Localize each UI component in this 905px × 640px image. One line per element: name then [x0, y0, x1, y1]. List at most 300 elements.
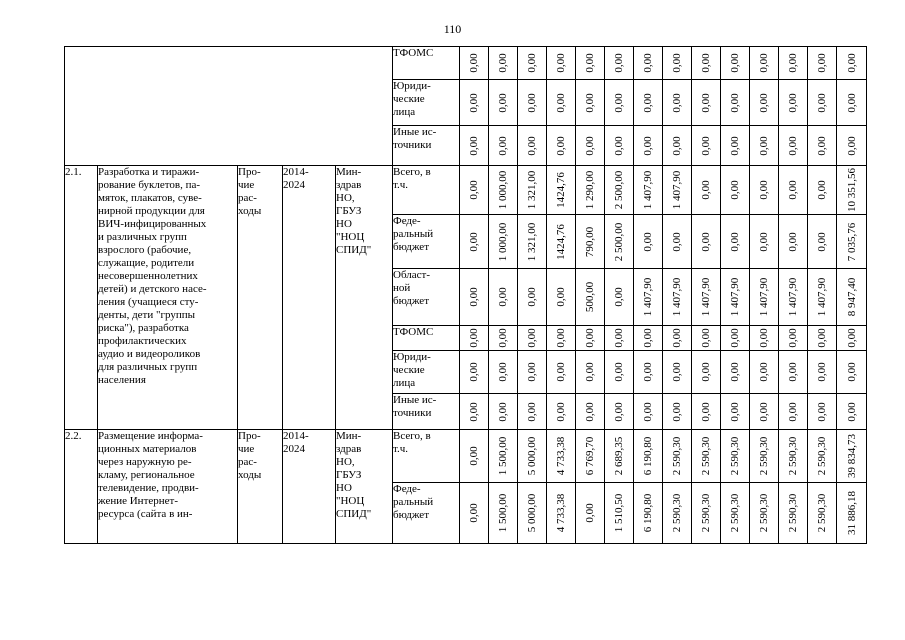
amount-value: 0,00: [468, 503, 480, 523]
amount-cell: [518, 126, 547, 166]
amount-value: 2 689,35: [613, 436, 625, 476]
amount-cell: [634, 215, 663, 269]
amount-value: 0,00: [468, 446, 480, 466]
budget-table: [64, 46, 867, 544]
amount-value: 0,00: [729, 53, 741, 73]
amount-cell: [721, 126, 750, 166]
amount-cell: [808, 80, 837, 126]
amount-value: 0,00: [758, 180, 770, 200]
table-row: [65, 47, 867, 80]
funding-source: Юриди- ческие лица: [393, 351, 460, 394]
amount-value: 2 590,30: [816, 436, 828, 476]
amount-cell: [779, 47, 808, 80]
amount-value: 0,00: [816, 135, 828, 156]
funding-source: Всего, в т.ч.: [393, 430, 460, 483]
funding-source: ТФОМС: [393, 47, 460, 80]
amount-cell: [779, 126, 808, 166]
amount-value: 0,00: [555, 328, 567, 348]
expense-type: Про- чие рас- ходы: [238, 166, 283, 430]
amount-cell: [692, 269, 721, 326]
amount-value: 2 590,30: [700, 493, 712, 533]
amount-cell: [721, 269, 750, 326]
amount-value: 0,00: [555, 53, 567, 73]
amount-value: 0,00: [787, 401, 799, 422]
amount-value: 0,00: [758, 362, 770, 382]
amount-cell: [837, 326, 867, 351]
amount-cell: [750, 351, 779, 394]
amount-value: 2 590,30: [671, 493, 683, 533]
amount-cell: [634, 483, 663, 544]
amount-cell: [460, 326, 489, 351]
amount-cell: [605, 483, 634, 544]
amount-cell: [837, 394, 867, 430]
amount-value: 0,00: [468, 135, 480, 156]
amount-cell: [605, 269, 634, 326]
table-row: [65, 430, 867, 483]
amount-cell: [547, 47, 576, 80]
amount-value: 0,00: [555, 287, 567, 307]
amount-value: 1 407,90: [700, 277, 712, 317]
amount-value: 0,00: [758, 328, 770, 348]
amount-cell: [489, 351, 518, 394]
amount-value: 0,00: [555, 401, 567, 422]
amount-value: 0,00: [729, 362, 741, 382]
amount-value: 5 000,00: [526, 436, 538, 476]
amount-value: 1 407,90: [642, 170, 654, 210]
amount-cell: [837, 166, 867, 215]
amount-cell: [489, 326, 518, 351]
amount-cell: [460, 430, 489, 483]
funding-source: Феде- ральный бюджет: [393, 215, 460, 269]
amount-cell: [750, 166, 779, 215]
amount-value: 7 035,76: [845, 222, 858, 261]
amount-cell: [518, 47, 547, 80]
amount-cell: [605, 351, 634, 394]
amount-value: 6 190,80: [642, 493, 654, 533]
amount-cell: [750, 47, 779, 80]
amount-cell: [663, 326, 692, 351]
amount-cell: [750, 430, 779, 483]
table-row: [65, 166, 867, 215]
amount-cell: [634, 351, 663, 394]
amount-value: 0,00: [613, 362, 625, 382]
amount-cell: [837, 80, 867, 126]
amount-value: 0,00: [584, 362, 596, 382]
amount-cell: [547, 326, 576, 351]
amount-value: 1 000,00: [497, 222, 509, 261]
amount-value: 0,00: [613, 287, 625, 307]
amount-value: 0,00: [613, 328, 625, 348]
amount-cell: [460, 126, 489, 166]
amount-cell: [692, 80, 721, 126]
amount-cell: [634, 166, 663, 215]
amount-cell: [576, 126, 605, 166]
amount-value: 5 000,00: [526, 493, 538, 533]
amount-cell: [837, 483, 867, 544]
amount-value: 0,00: [787, 53, 799, 73]
amount-cell: [779, 166, 808, 215]
amount-value: 0,00: [700, 180, 712, 200]
amount-cell: [605, 166, 634, 215]
amount-cell: [634, 326, 663, 351]
amount-value: 0,00: [758, 135, 770, 156]
amount-cell: [692, 394, 721, 430]
amount-value: 6 190,80: [642, 436, 654, 476]
amount-cell: [779, 215, 808, 269]
amount-cell: [460, 215, 489, 269]
amount-cell: [663, 394, 692, 430]
amount-value: 0,00: [468, 231, 480, 252]
amount-value: 0,00: [584, 92, 596, 113]
amount-value: 0,00: [671, 362, 683, 382]
amount-cell: [547, 483, 576, 544]
amount-cell: [663, 126, 692, 166]
amount-cell: [721, 351, 750, 394]
amount-cell: [489, 269, 518, 326]
funding-source: Всего, в т.ч.: [393, 166, 460, 215]
amount-value: 0,00: [700, 401, 712, 422]
amount-cell: [489, 430, 518, 483]
amount-value: 0,00: [671, 401, 683, 422]
amount-cell: [576, 47, 605, 80]
amount-value: 0,00: [787, 328, 799, 348]
amount-cell: [518, 430, 547, 483]
amount-value: 2 590,30: [758, 493, 770, 533]
amount-cell: [576, 215, 605, 269]
amount-cell: [605, 80, 634, 126]
amount-cell: [692, 126, 721, 166]
funding-source: Юриди- ческие лица: [393, 80, 460, 126]
amount-cell: [547, 394, 576, 430]
amount-cell: [576, 166, 605, 215]
amount-value: 0,00: [729, 92, 741, 113]
amount-value: 2 590,30: [729, 493, 741, 533]
amount-cell: [460, 351, 489, 394]
amount-value: 2 590,30: [758, 436, 770, 476]
amount-cell: [634, 394, 663, 430]
amount-cell: [460, 166, 489, 215]
amount-cell: [576, 269, 605, 326]
amount-value: 0,00: [613, 92, 625, 113]
amount-cell: [547, 80, 576, 126]
amount-value: 0,00: [526, 53, 538, 73]
amount-value: 0,00: [468, 401, 480, 422]
amount-cell: [489, 166, 518, 215]
amount-cell: [750, 483, 779, 544]
amount-value: 0,00: [758, 53, 770, 73]
amount-cell: [808, 430, 837, 483]
amount-value: 0,00: [642, 328, 654, 348]
amount-value: 0,00: [526, 362, 538, 382]
amount-value: 0,00: [497, 287, 509, 307]
amount-cell: [837, 351, 867, 394]
funding-source: Област- ной бюджет: [393, 269, 460, 326]
amount-cell: [750, 215, 779, 269]
amount-value: 0,00: [584, 53, 596, 73]
amount-value: 0,00: [845, 92, 858, 113]
amount-value: 1 510,50: [613, 493, 625, 533]
amount-value: 2 500,00: [613, 222, 625, 261]
amount-cell: [489, 483, 518, 544]
amount-value: 0,00: [845, 362, 858, 382]
amount-cell: [808, 126, 837, 166]
amount-cell: [721, 326, 750, 351]
amount-value: 1 407,90: [671, 277, 683, 317]
period-years: 2014- 2024: [283, 166, 336, 430]
amount-cell: [460, 47, 489, 80]
amount-cell: [779, 430, 808, 483]
amount-value: 0,00: [758, 401, 770, 422]
amount-value: 0,00: [613, 135, 625, 156]
amount-value: 0,00: [642, 401, 654, 422]
amount-value: 4 733,38: [555, 436, 567, 476]
amount-value: 0,00: [497, 92, 509, 113]
amount-value: 1 500,00: [497, 436, 509, 476]
amount-value: 6 769,70: [584, 436, 596, 476]
amount-value: 0,00: [729, 180, 741, 200]
amount-cell: [721, 47, 750, 80]
amount-value: 1 290,00: [584, 170, 596, 210]
amount-value: 0,00: [729, 135, 741, 156]
amount-cell: [489, 215, 518, 269]
task-description: Разработка и тиражи- рование буклетов, па- мяток, плакатов, суве- нирной продукции для ВИЧ-инфицированных и различных групп взрослого (рабочие, служащие, родители несовершеннолетних детей) и детского насе- ления (учащиеся сту- денты, дети "группы риска"), разработка профилактических аудио и видеороликов для различных групп населения: [98, 166, 238, 430]
amount-cell: [750, 126, 779, 166]
amount-cell: [547, 166, 576, 215]
amount-value: 0,00: [816, 180, 828, 200]
amount-cell: [837, 126, 867, 166]
amount-value: 0,00: [700, 328, 712, 348]
amount-value: 1 407,90: [787, 277, 799, 317]
amount-cell: [605, 394, 634, 430]
amount-cell: [808, 326, 837, 351]
amount-value: 0,00: [700, 92, 712, 113]
amount-cell: [576, 326, 605, 351]
amount-cell: [779, 351, 808, 394]
amount-cell: [518, 394, 547, 430]
amount-cell: [663, 47, 692, 80]
amount-value: 0,00: [671, 53, 683, 73]
amount-cell: [518, 166, 547, 215]
amount-value: 0,00: [497, 135, 509, 156]
amount-value: 31 886,18: [845, 491, 858, 535]
amount-value: 0,00: [584, 401, 596, 422]
amount-value: 0,00: [642, 135, 654, 156]
amount-cell: [750, 326, 779, 351]
amount-value: 0,00: [642, 92, 654, 113]
amount-value: 10 351,56: [845, 168, 858, 212]
amount-cell: [779, 483, 808, 544]
amount-value: 39 834,73: [845, 434, 858, 478]
funding-source: Феде- ральный бюджет: [393, 483, 460, 544]
amount-value: 0,00: [555, 135, 567, 156]
amount-value: 0,00: [497, 53, 509, 73]
amount-value: 0,00: [584, 503, 596, 523]
amount-cell: [808, 351, 837, 394]
amount-cell: [518, 483, 547, 544]
amount-cell: [808, 394, 837, 430]
amount-cell: [750, 394, 779, 430]
amount-cell: [489, 394, 518, 430]
amount-cell: [663, 430, 692, 483]
amount-cell: [576, 430, 605, 483]
amount-cell: [808, 269, 837, 326]
amount-cell: [489, 126, 518, 166]
amount-value: 1 407,90: [816, 277, 828, 317]
executor-name: Мин- здрав НО, ГБУЗ НО "НОЦ СПИД": [336, 166, 393, 430]
amount-cell: [837, 215, 867, 269]
amount-value: 0,00: [729, 328, 741, 348]
amount-cell: [692, 215, 721, 269]
amount-cell: [779, 80, 808, 126]
amount-value: 0,00: [816, 401, 828, 422]
amount-cell: [779, 269, 808, 326]
amount-value: 0,00: [845, 53, 858, 73]
amount-cell: [692, 326, 721, 351]
amount-value: 0,00: [729, 401, 741, 422]
amount-value: 0,00: [758, 92, 770, 113]
amount-cell: [547, 126, 576, 166]
amount-cell: [518, 351, 547, 394]
amount-value: 0,00: [526, 328, 538, 348]
amount-cell: [460, 80, 489, 126]
amount-cell: [692, 430, 721, 483]
amount-cell: [837, 430, 867, 483]
amount-value: 0,00: [497, 328, 509, 348]
amount-cell: [605, 47, 634, 80]
amount-cell: [663, 483, 692, 544]
amount-value: 0,00: [787, 362, 799, 382]
amount-cell: [721, 430, 750, 483]
amount-cell: [605, 326, 634, 351]
page-number: 110: [443, 22, 462, 36]
amount-cell: [576, 394, 605, 430]
amount-cell: [663, 166, 692, 215]
amount-value: 500,00: [584, 281, 596, 313]
amount-value: 0,00: [497, 362, 509, 382]
amount-value: 2 590,30: [787, 436, 799, 476]
amount-value: 4 733,38: [555, 493, 567, 533]
amount-value: 0,00: [845, 328, 858, 348]
amount-value: 2 500,00: [613, 170, 625, 210]
amount-cell: [750, 269, 779, 326]
amount-cell: [721, 215, 750, 269]
amount-cell: [808, 166, 837, 215]
funding-source: Иные ис- точники: [393, 126, 460, 166]
amount-value: 1 407,90: [729, 277, 741, 317]
amount-cell: [547, 269, 576, 326]
amount-value: 1424,76: [555, 172, 567, 208]
amount-value: 0,00: [642, 53, 654, 73]
amount-value: 0,00: [584, 328, 596, 348]
amount-value: 0,00: [700, 135, 712, 156]
amount-cell: [634, 269, 663, 326]
amount-value: 0,00: [787, 180, 799, 200]
amount-cell: [692, 483, 721, 544]
amount-value: 0,00: [671, 92, 683, 113]
amount-value: 0,00: [468, 328, 480, 348]
funding-source: Иные ис- точники: [393, 394, 460, 430]
amount-value: 1 000,00: [497, 170, 509, 210]
amount-value: 0,00: [555, 362, 567, 382]
amount-value: 0,00: [729, 231, 741, 252]
amount-value: 0,00: [845, 401, 858, 422]
amount-value: 1 500,00: [497, 493, 509, 533]
item-number: 2.2.: [65, 430, 98, 544]
amount-value: 0,00: [497, 401, 509, 422]
amount-cell: [663, 351, 692, 394]
amount-cell: [779, 326, 808, 351]
funding-source: ТФОМС: [393, 326, 460, 351]
amount-cell: [634, 126, 663, 166]
amount-cell: [808, 483, 837, 544]
amount-cell: [576, 483, 605, 544]
amount-value: 0,00: [642, 362, 654, 382]
amount-cell: [692, 47, 721, 80]
amount-cell: [721, 483, 750, 544]
amount-cell: [576, 80, 605, 126]
amount-cell: [518, 80, 547, 126]
amount-cell: [692, 351, 721, 394]
amount-cell: [663, 215, 692, 269]
amount-cell: [634, 430, 663, 483]
amount-value: 0,00: [787, 135, 799, 156]
amount-value: 790,00: [584, 226, 596, 257]
amount-value: 1 407,90: [758, 277, 770, 317]
amount-value: 0,00: [671, 328, 683, 348]
amount-cell: [460, 394, 489, 430]
executor-name: Мин- здрав НО, ГБУЗ НО "НОЦ СПИД": [336, 430, 393, 544]
amount-cell: [779, 394, 808, 430]
amount-value: 0,00: [845, 135, 858, 156]
amount-value: 1424,76: [555, 223, 567, 260]
amount-value: 0,00: [816, 92, 828, 113]
amount-value: 0,00: [468, 53, 480, 73]
amount-value: 0,00: [700, 231, 712, 252]
amount-cell: [576, 351, 605, 394]
amount-value: 0,00: [671, 135, 683, 156]
amount-value: 0,00: [816, 362, 828, 382]
amount-value: 2 590,30: [787, 493, 799, 533]
amount-value: 0,00: [613, 401, 625, 422]
amount-value: 0,00: [468, 180, 480, 200]
amount-value: 0,00: [526, 92, 538, 113]
amount-value: 0,00: [642, 231, 654, 252]
amount-value: 0,00: [816, 231, 828, 252]
amount-cell: [460, 269, 489, 326]
amount-value: 1 321,00: [526, 170, 538, 210]
amount-value: 2 590,30: [816, 493, 828, 533]
amount-value: 0,00: [555, 92, 567, 113]
amount-cell: [489, 47, 518, 80]
amount-cell: [547, 215, 576, 269]
amount-cell: [634, 80, 663, 126]
amount-value: 2 590,30: [700, 436, 712, 476]
amount-value: 0,00: [468, 362, 480, 382]
amount-value: 1 407,90: [642, 277, 654, 317]
amount-value: 0,00: [584, 135, 596, 156]
amount-value: 0,00: [816, 328, 828, 348]
amount-cell: [634, 47, 663, 80]
amount-value: 2 590,30: [729, 436, 741, 476]
amount-cell: [605, 215, 634, 269]
amount-cell: [721, 80, 750, 126]
expense-type: Про- чие рас- ходы: [238, 430, 283, 544]
amount-value: 0,00: [700, 362, 712, 382]
amount-cell: [837, 47, 867, 80]
item-number: 2.1.: [65, 166, 98, 430]
amount-value: 8 947,40: [845, 277, 858, 317]
amount-value: 0,00: [787, 92, 799, 113]
